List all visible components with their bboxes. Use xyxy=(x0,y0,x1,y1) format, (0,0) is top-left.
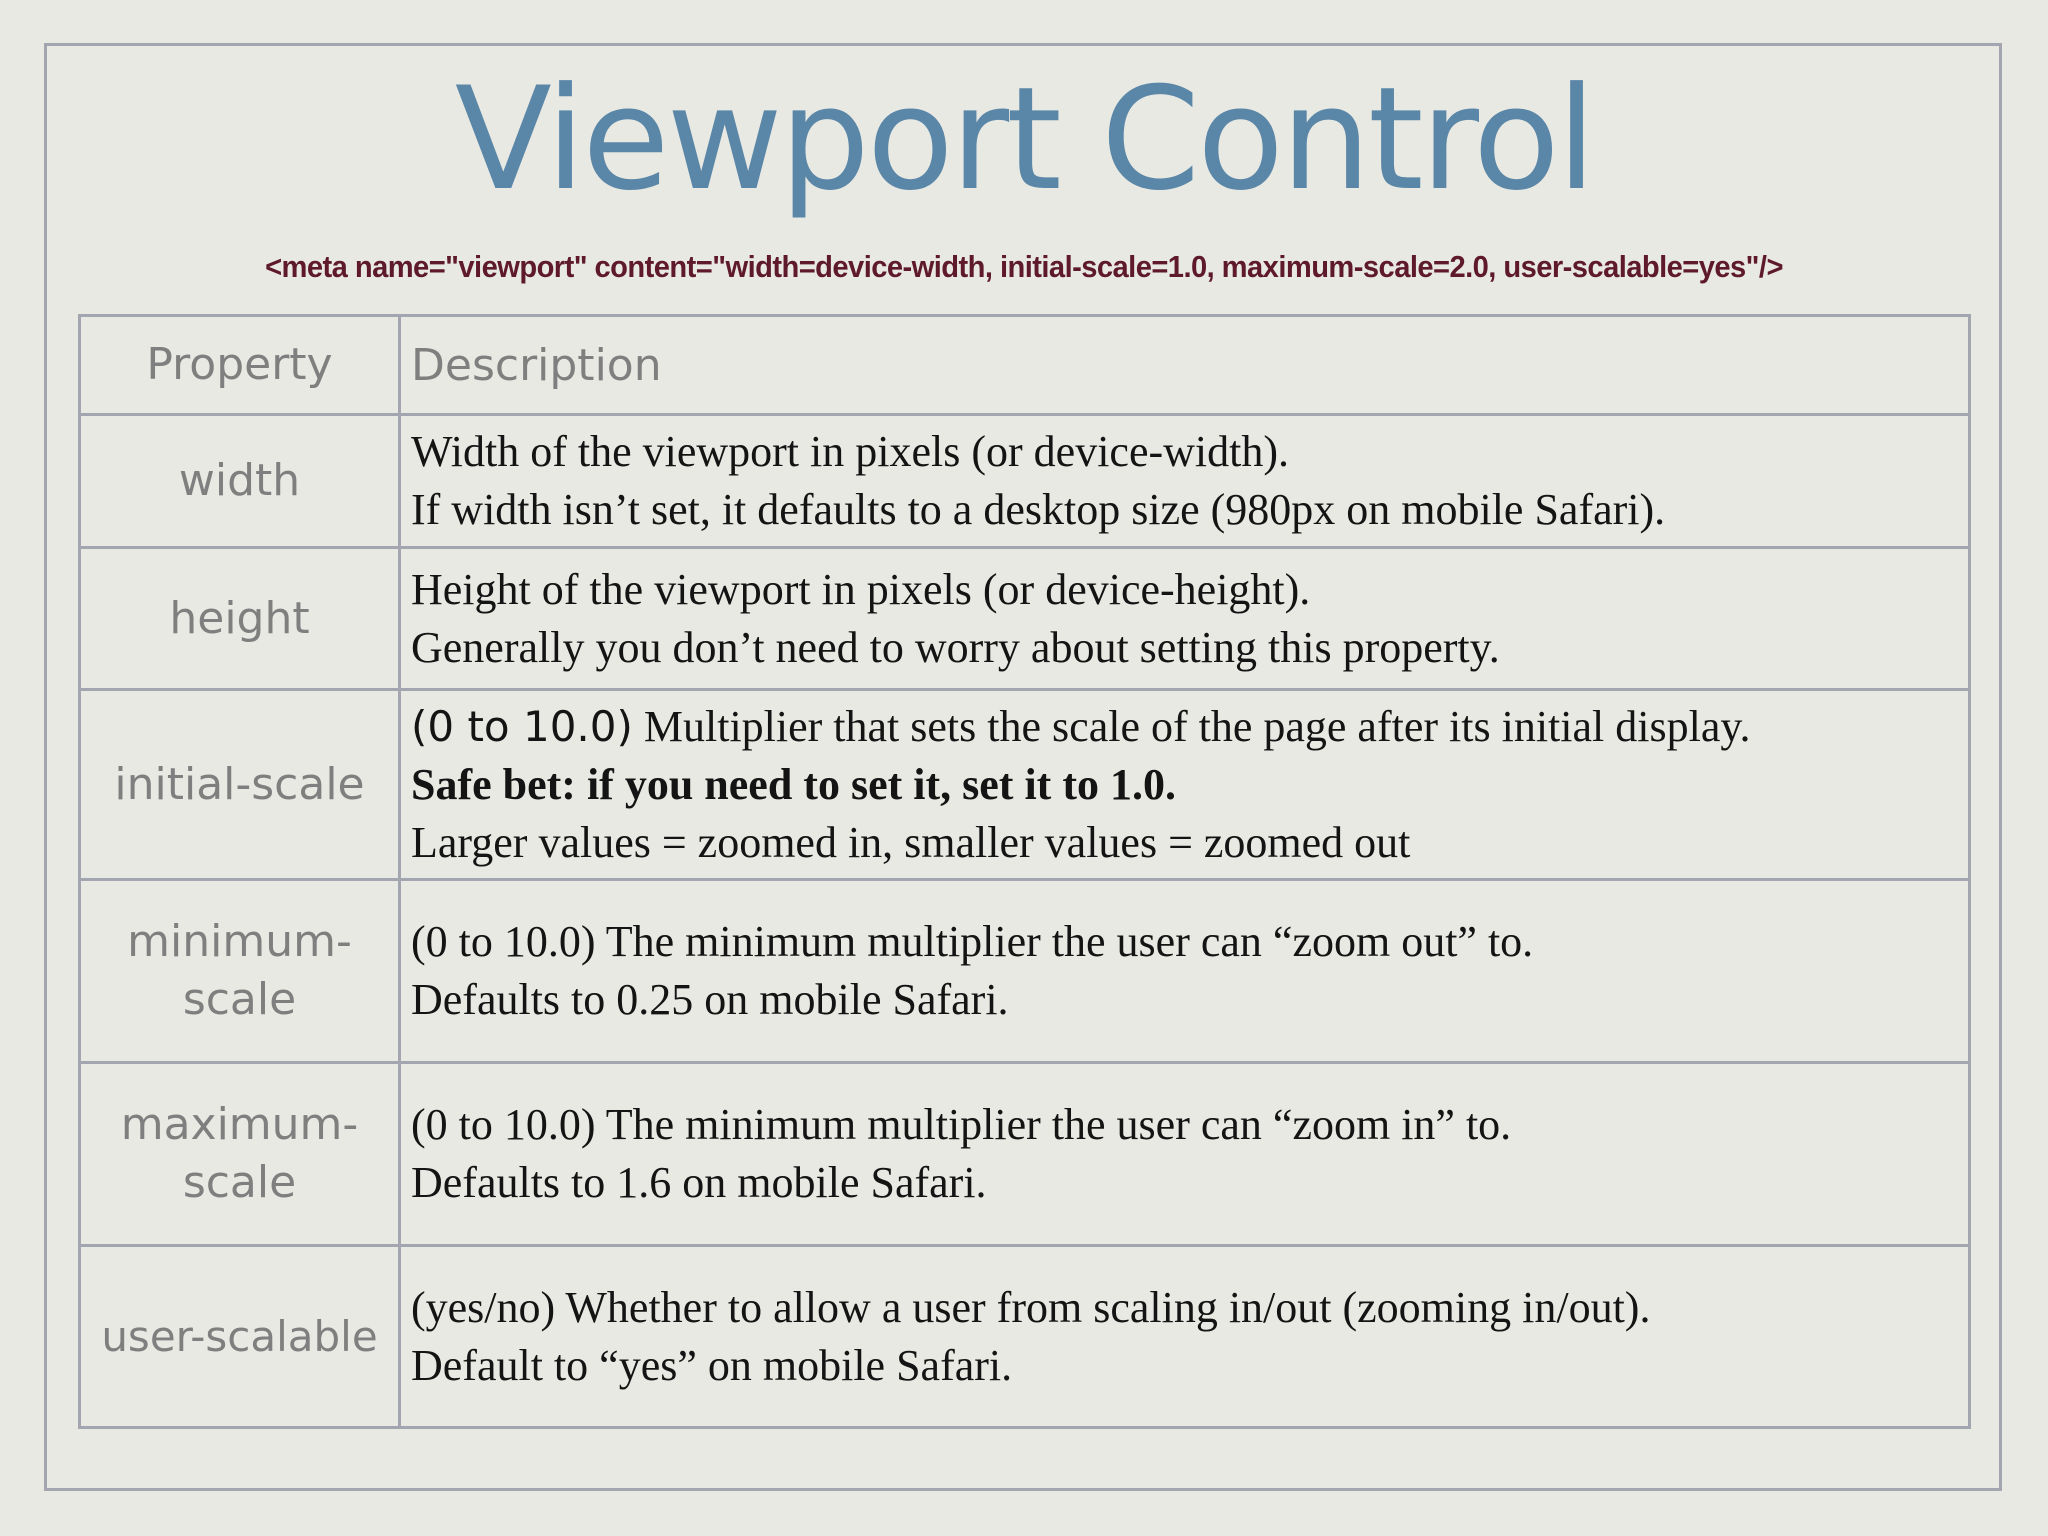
header-property: Property xyxy=(80,316,400,415)
description-text: Multiplier that sets the scale of the page after its initial display. xyxy=(632,701,1751,751)
property-name xyxy=(80,880,400,1063)
property-description xyxy=(400,415,1970,548)
table-row-height xyxy=(80,548,1970,690)
property-name-line: maximum- xyxy=(120,1099,359,1150)
property-name: initial-scale xyxy=(80,690,400,880)
property-description xyxy=(400,1063,1970,1246)
property-description xyxy=(400,1246,1970,1428)
header-description: Description xyxy=(400,316,1970,415)
table-row-minimum-scale xyxy=(80,880,1970,1063)
description-line: Generally you don’t need to worry about setting this property. xyxy=(411,622,1500,672)
slide-title: Viewport Control xyxy=(454,57,1594,222)
range-text: (0 to 10.0) xyxy=(411,701,633,751)
property-description xyxy=(400,690,1970,880)
description-line xyxy=(411,698,1958,756)
table-row-width xyxy=(80,415,1970,548)
safe-bet-line: Safe bet: if you need to set it, set it to 1.0. xyxy=(411,759,1176,809)
table-row-user-scalable xyxy=(80,1246,1970,1428)
viewport-properties-table xyxy=(78,314,1971,1429)
description-line: Height of the viewport in pixels (or device-height). xyxy=(411,564,1311,614)
description-line: Larger values = zoomed in, smaller values = zoomed out xyxy=(411,817,1411,867)
description-line: Width of the viewport in pixels (or device-width). xyxy=(411,427,1290,476)
meta-viewport-code: <meta name="viewport" content="width=device-width, initial-scale=1.0, maximum-scale=2.0, user-scalable=yes"/> xyxy=(265,249,1783,284)
description-line: (0 to 10.0) The minimum multiplier the user can “zoom out” to. xyxy=(411,917,1534,966)
description-line: (0 to 10.0) The minimum multiplier the user can “zoom in” to. xyxy=(411,1100,1512,1149)
description-line: Defaults to 1.6 on mobile Safari. xyxy=(411,1158,987,1207)
property-name: width xyxy=(80,415,400,548)
property-description xyxy=(400,880,1970,1063)
property-name: height xyxy=(80,548,400,690)
description-line: If width isn’t set, it defaults to a desktop size (980px on mobile Safari). xyxy=(411,485,1666,534)
property-name-line: scale xyxy=(182,1157,297,1208)
property-description xyxy=(400,548,1970,690)
description-line: Defaults to 0.25 on mobile Safari. xyxy=(411,975,1009,1024)
description-line: Default to “yes” on mobile Safari. xyxy=(411,1340,1013,1390)
table-row-initial-scale xyxy=(80,690,1970,880)
property-name xyxy=(80,1063,400,1246)
table-header-row xyxy=(80,316,1970,415)
description-line: (yes/no) Whether to allow a user from scaling in/out (zooming in/out). xyxy=(411,1282,1651,1332)
property-name-line: minimum- xyxy=(127,916,352,967)
property-name-line: scale xyxy=(182,974,297,1025)
table-row-maximum-scale xyxy=(80,1063,1970,1246)
property-name: user-scalable xyxy=(80,1246,400,1428)
